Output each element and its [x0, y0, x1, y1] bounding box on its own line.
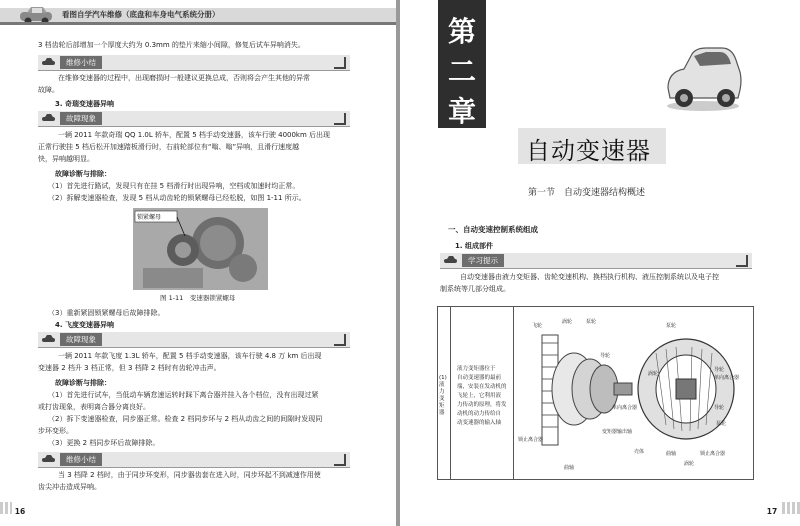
- diagnosis-item: 或打齿现象，表明离合器分离良好。: [38, 403, 150, 411]
- diagram-label: 涡轮: [684, 461, 695, 467]
- diagnosis-item: （2）拆解变速器检查，发现 5 档从动齿轮的锁紧螺母已经松脱，如图 1-11 所示。: [48, 194, 306, 202]
- diagram-label: 曲轴: [564, 465, 575, 471]
- diagram-label: 变矩器输出轴: [602, 429, 633, 435]
- corner-icon: [334, 57, 346, 69]
- page-number-stripe: [0, 502, 12, 514]
- diagnosis-item: （3）重新紧固锁紧螺母后故障排除。: [48, 309, 165, 317]
- table-line: 端，安装在发动机的: [457, 384, 507, 390]
- figure-label: 锁紧螺母: [137, 214, 162, 221]
- diagram-label: 壳体: [634, 449, 645, 455]
- summary-line: 齿尖冲击造成异响。: [38, 483, 101, 491]
- chapter-marker: [438, 0, 486, 128]
- summary-banner: [38, 452, 350, 468]
- chapter-char: 二: [447, 55, 476, 88]
- diagram-label: 锁止离合器: [700, 451, 726, 457]
- paragraph: 3 档齿轮后部增加一个厚度大约为 0.3mm 的垫片来缩小间隙，修复后试车异响消失。: [38, 41, 305, 49]
- gear-photo: [133, 208, 268, 290]
- table-cell: (1) 液力变矩器: [439, 375, 447, 416]
- phenomenon-line: 变速器 2 档升 3 档正常，但 3 档降 2 档时有齿轮冲击声。: [38, 364, 221, 372]
- study-tip-label: 学习提示: [462, 254, 504, 267]
- subsection-title: 一、自动变速控制系统组成: [448, 225, 538, 234]
- table-description: [451, 307, 514, 479]
- left-page: [0, 0, 396, 526]
- phenomenon-line: 正常行驶挂 5 档后松开加速踏板滑行时，右前轮部位有“嗡、嗡”异响，且滑行速度越: [38, 143, 300, 151]
- diagram-label: 锁止离合器: [518, 437, 544, 443]
- phenomenon-line: 快，异响越明显。: [38, 155, 94, 163]
- diagram-label: 泵轮: [666, 323, 677, 329]
- diagram-label: 导轮: [600, 353, 611, 359]
- summary-banner: [38, 55, 350, 71]
- section-title: 3. 奇瑞变速器异响: [55, 100, 114, 108]
- torque-converter-diagram: [516, 313, 748, 475]
- diagnosis-item: （1）首先进行试车，当低动车辆怠速运转时踩下离合器并挂入各个档位，没有出现过紧: [48, 391, 319, 399]
- corner-icon: [334, 113, 346, 125]
- diagram-label: 泵轮: [716, 421, 727, 427]
- table-line: 动机的动力传给自: [457, 411, 502, 417]
- corner-icon: [334, 334, 346, 346]
- diagram-label: 飞轮: [532, 323, 543, 329]
- section-title: 第一节 自动变速器结构概述: [528, 188, 646, 198]
- study-tip-line: 自动变速器由液力变矩器、齿轮变速机构、换档执行机构、液压控制系统以及电子控: [460, 273, 719, 281]
- diagram-label: 泵轮: [586, 319, 597, 325]
- diagram-label: 单向离合器: [714, 375, 740, 381]
- chapter-char: 章: [447, 95, 476, 128]
- diagram-label: 导轮: [714, 367, 725, 373]
- page-number: 17: [766, 507, 778, 516]
- diagram-label: 涡轮: [562, 319, 573, 325]
- study-tip-banner: [440, 253, 752, 269]
- table-line: 液力变矩器位于: [457, 366, 496, 372]
- table-row-label: [438, 307, 451, 479]
- summary-line: 当 3 档降 2 档时，由于同步环变形，同步器齿套在进入时，同步环起不到减速作用使: [58, 471, 321, 479]
- chapter-char: 第: [447, 15, 476, 48]
- diagram-label: 单向离合器: [612, 405, 638, 411]
- table-line: 自动变速器的最前: [457, 375, 502, 381]
- phenomenon-label: 故障现象: [60, 112, 102, 125]
- car-icon: [41, 334, 56, 345]
- summary-line: 在维修变速器的过程中，出现磨损时一般建议更换总成，否则将会产生其他的异常: [58, 74, 310, 82]
- corner-icon: [736, 255, 748, 267]
- component-table: [437, 306, 754, 480]
- diagnosis-title: 故障诊断与排除：: [55, 170, 111, 178]
- header-title: 看图自学汽车维修（底盘和车身电气系统分册）: [62, 10, 220, 19]
- summary-label: 维修小结: [60, 56, 102, 69]
- section-title: 4. 飞度变速器异响: [55, 321, 114, 329]
- table-line: 力传动的原理，将发: [457, 402, 507, 408]
- phenomenon-label: 故障现象: [60, 333, 102, 346]
- diagnosis-title: 故障诊断与排除：: [55, 379, 111, 387]
- diagnosis-item: （1）首先进行路试，发现只有在挂 5 档滑行时出现异响，空档或加速时均正常。: [48, 182, 300, 190]
- subsection-title: 1. 组成部件: [455, 242, 493, 250]
- car-icon: [41, 454, 56, 465]
- page-header: [0, 0, 396, 30]
- page-number: 16: [14, 507, 26, 516]
- figure-caption: 图 1-11 变速器锁紧螺母: [160, 294, 236, 302]
- diagnosis-item: （3）更换 2 档同步环后故障排除。: [48, 439, 160, 447]
- study-tip-line: 制系统等几部分组成。: [440, 285, 510, 293]
- diagram-label: 曲轴: [666, 451, 677, 457]
- page-number-stripe: [782, 502, 800, 514]
- table-line: 动变速器的输入轴: [457, 420, 502, 426]
- summary-label: 维修小结: [60, 453, 102, 466]
- car-icon: [662, 42, 744, 114]
- chapter-title: 自动变速器: [526, 137, 651, 165]
- corner-icon: [334, 454, 346, 466]
- diagram-label: 涡轮: [648, 371, 659, 377]
- phenomenon-line: 一辆 2011 年款奇瑞 QQ 1.0L 轿车，配置 5 档手动变速器，该车行驶 4000km 后出现: [58, 131, 331, 139]
- phenomenon-line: 一辆 2011 年款飞度 1.3L 轿车，配置 5 档手动变速器，该车行驶 4.8 万 km 后出现: [58, 352, 322, 360]
- right-page: [400, 0, 800, 526]
- diagram-label: 导轮: [714, 405, 725, 411]
- summary-line: 故障。: [38, 86, 59, 94]
- diagnosis-item: （2）拆下变速器检查，同步器正常。检查 2 档同步环与 2 档从动齿之间的间隙时发现同: [48, 415, 323, 423]
- table-line: 飞轮上，它利用液: [457, 393, 502, 399]
- car-icon: [41, 57, 56, 68]
- phenomenon-banner: [38, 332, 350, 348]
- car-icon: [41, 113, 56, 124]
- phenomenon-banner: [38, 111, 350, 127]
- car-icon: [443, 255, 458, 266]
- diagnosis-item: 步环变形。: [38, 427, 73, 435]
